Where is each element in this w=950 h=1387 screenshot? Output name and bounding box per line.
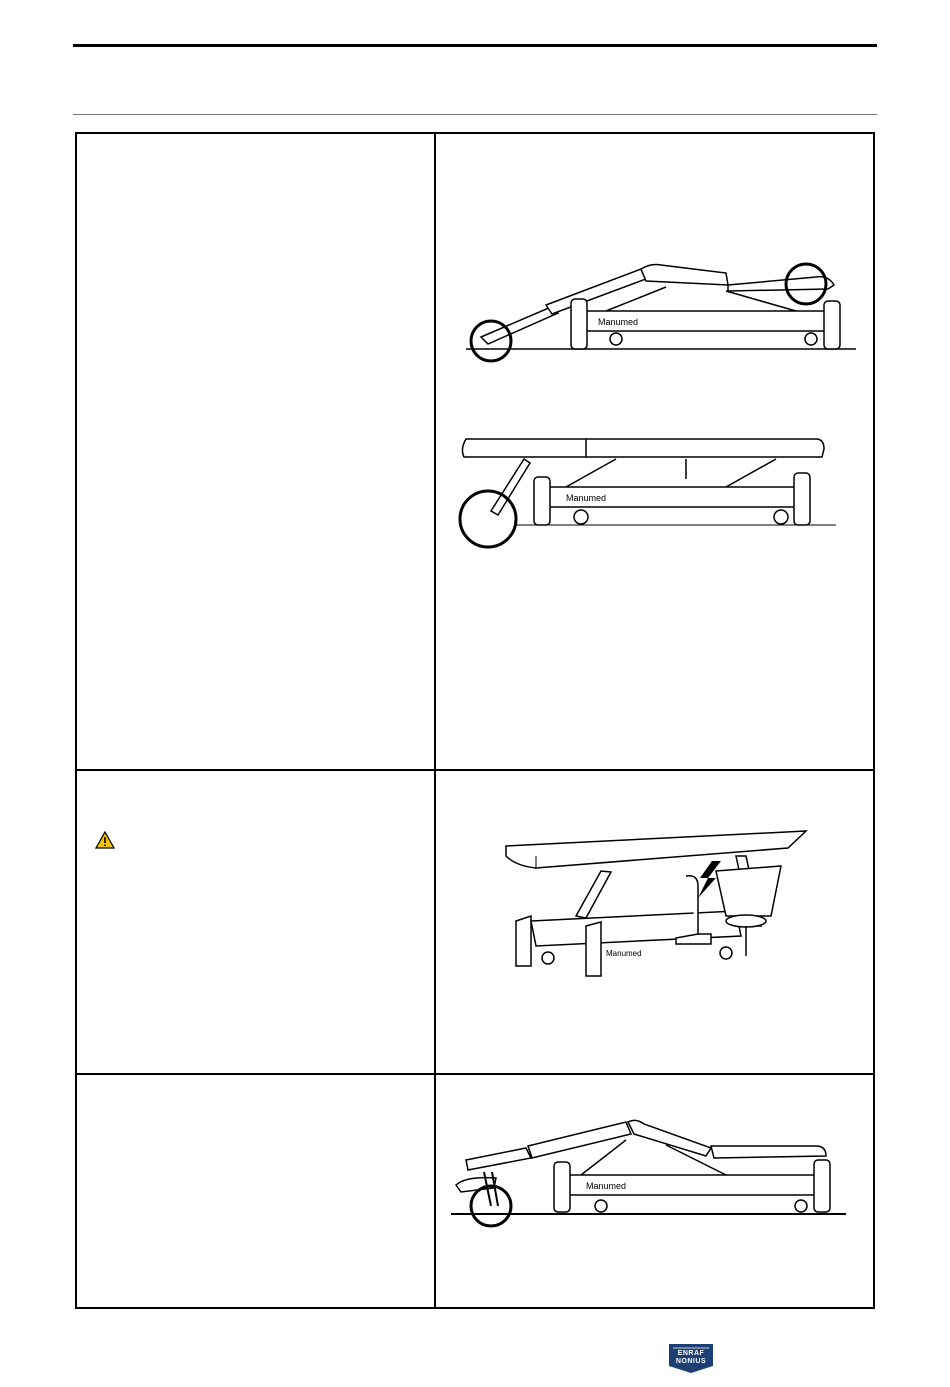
brand-label: Manumed: [606, 949, 642, 958]
image-cell: [436, 771, 873, 1073]
image-cell: [436, 134, 873, 769]
table-row: [77, 134, 873, 769]
figure-table-tilted: [436, 1110, 876, 1260]
table-row: [77, 769, 873, 1073]
warning-triangle-icon: [95, 831, 115, 849]
text-cell: [77, 134, 436, 769]
enraf-nonius-logo: [665, 1340, 717, 1374]
brand-label: Manumed: [566, 493, 607, 503]
header-rule: [73, 44, 877, 47]
text-cell: [77, 771, 436, 1073]
brand-label: Manumed: [598, 317, 639, 327]
instruction-table: [75, 132, 875, 1309]
logo-line-2: NONIUS: [675, 1358, 707, 1365]
subheader-rule: [73, 114, 877, 115]
logo-line-1: ENRAF: [677, 1350, 705, 1357]
table-row: [77, 1073, 873, 1307]
brand-label: Manumed: [586, 1181, 627, 1191]
figure-table-inclined: [436, 189, 876, 389]
image-cell: [436, 1075, 873, 1307]
figure-pinch-hazard: [436, 826, 876, 1026]
figure-table-flat: [436, 429, 876, 609]
text-cell: [77, 1075, 436, 1307]
